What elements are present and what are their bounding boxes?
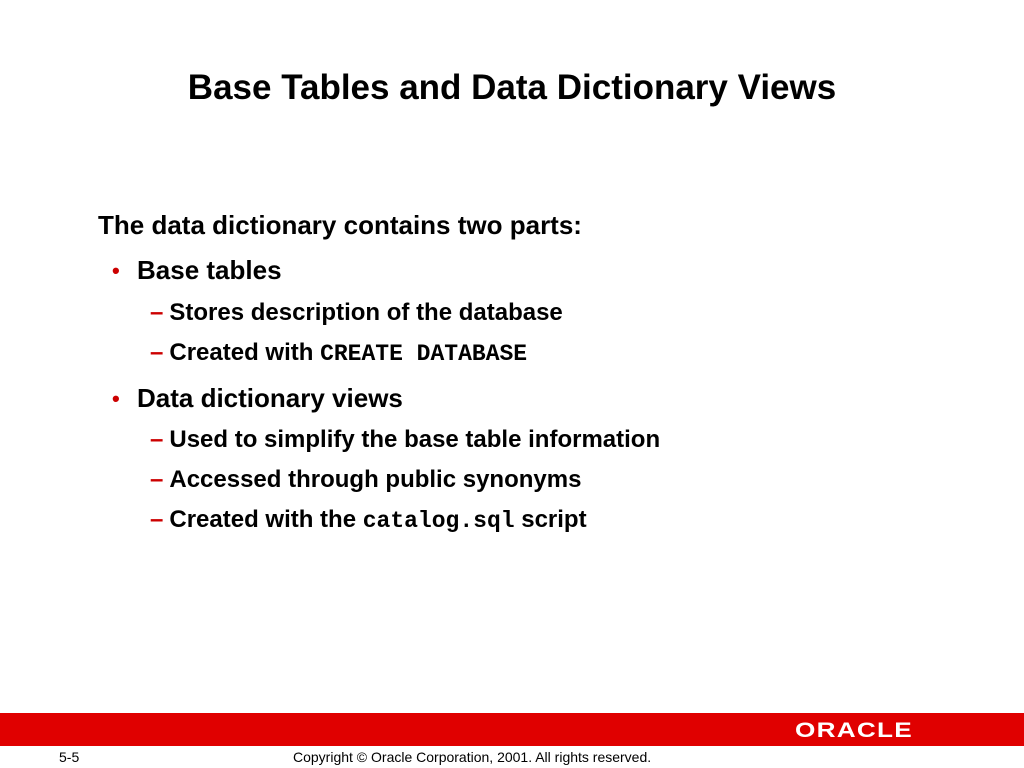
bullet-glyph: • (112, 258, 120, 283)
sub-item (150, 296, 563, 330)
sub-item-text: Used to simplify the base table information (169, 426, 661, 453)
dash-glyph: – (150, 466, 164, 493)
sub-item-suffix: script (514, 506, 587, 533)
bullet-label: Data dictionary views (137, 383, 403, 413)
bullet-label: Base tables (137, 255, 282, 285)
dash-glyph: – (150, 426, 164, 453)
sub-item (150, 463, 581, 497)
bullet-data-dictionary-views (112, 380, 403, 416)
dash-glyph: – (150, 506, 164, 533)
slide-title: Base Tables and Data Dictionary Views (187, 68, 837, 107)
oracle-logo-text: ORACLE (795, 719, 913, 740)
sub-item-text: Accessed through public synonyms (169, 466, 582, 493)
sub-item-text: Stores description of the database (169, 299, 563, 326)
bullet-base-tables (112, 252, 282, 288)
sub-item-text: Created with (169, 339, 321, 366)
copyright-text: Copyright © Oracle Corporation, 2001. All rights reserved. (293, 749, 652, 765)
dash-glyph: – (150, 299, 164, 326)
code-keyword: CREATE DATABASE (320, 341, 528, 367)
sub-item (150, 336, 527, 371)
slide-number: 5-5 (59, 749, 80, 765)
sub-item-text: Created with the (169, 506, 363, 533)
oracle-logo (792, 718, 916, 740)
sub-item (150, 423, 660, 457)
code-filename: catalog.sql (362, 508, 515, 534)
dash-glyph: – (150, 339, 164, 366)
sub-item (150, 503, 587, 538)
bullet-glyph: • (112, 386, 120, 411)
intro-text: The data dictionary contains two parts: (98, 210, 582, 240)
